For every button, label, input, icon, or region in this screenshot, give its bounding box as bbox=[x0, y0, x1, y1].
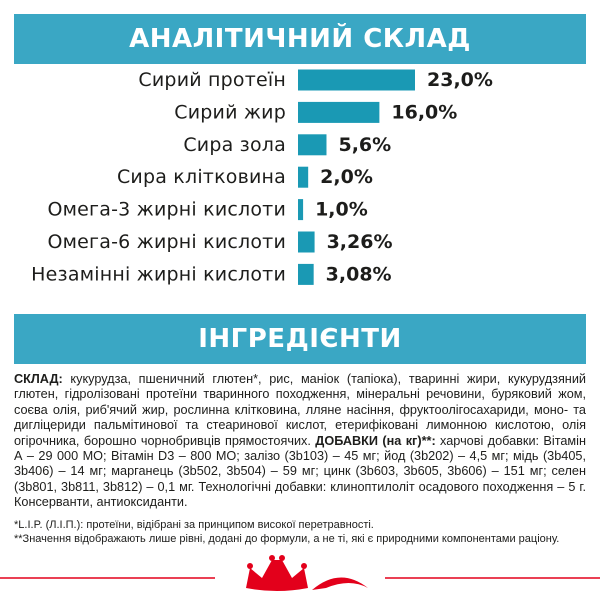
composition-text: кукурудза, пшеничний глютен*, рис, маніок (тапіока), тваринні жири, кукурудзяний глютен, гідролізовані протеїни тваринного походження, мінеральні речовини, буряковий жом, соєва олія, риб'ячий жир, рослинна клітковина, лляне насіння, фруктоолігосахариди, моно- та дигліцериди пальмітинової та стеаринової кислот, етерифіковані лимонною кислотою, олія огірочника, борошно чорнобривців прямостоячих. bbox=[14, 372, 586, 448]
value-label: 3,08% bbox=[325, 263, 392, 286]
additives-label: ДОБАВКИ (на кг)**: bbox=[315, 433, 436, 448]
value-label: 1,0% bbox=[315, 198, 368, 221]
category-label: Сирий жир bbox=[174, 101, 286, 124]
bar bbox=[298, 232, 315, 253]
value-label: 16,0% bbox=[391, 101, 458, 124]
footnote-lip: *L.I.P. (Л.І.П.): протеїни, відібрані за принципом високої перетравності. bbox=[14, 519, 374, 531]
bar bbox=[298, 70, 415, 91]
category-label: Омега-6 жирні кислоти bbox=[47, 231, 286, 253]
bar bbox=[298, 264, 314, 285]
bar bbox=[298, 134, 326, 155]
royal-canin-crown-icon bbox=[0, 548, 600, 600]
value-label: 23,0% bbox=[427, 69, 493, 91]
additives-text: харчові добавки: Вітамін А – 29 000 МО; Вітамін D3 – 800 МО; залізо (3b103) – 45 мг; йод (3b202) – 4,5 мг; мідь (3b405, 3b406) – 14 мг; марганець (3b502, 3b504) – 59 мг; цинк (3b603, 3b605, 3b606) – 151 мг; селен (3b801, 3b811, 3b812) – 0,1 мг. Технологічні добавки: клиноптилоліт осадового походження – 5 г. Консерванти, антиоксиданти. bbox=[14, 433, 586, 510]
analytic-bar-chart bbox=[0, 62, 600, 302]
value-label: 2,0% bbox=[320, 166, 373, 189]
bar bbox=[298, 199, 303, 220]
category-label: Сира клітковина bbox=[116, 166, 286, 189]
section-title-analytic: АНАЛІТИЧНИЙ СКЛАД bbox=[14, 14, 586, 64]
footnote-values: **Значення відображають лише рівні, додані до формули, а не ті, які є природними компонентами раціону. bbox=[14, 533, 560, 545]
value-label: 5,6% bbox=[338, 133, 392, 156]
category-label: Незамінні жирні кислоти bbox=[31, 263, 286, 286]
composition-label: СКЛАД: bbox=[14, 372, 63, 386]
ingredients-text bbox=[14, 372, 586, 511]
section-title-ingredients: ІНГРЕДІЄНТИ bbox=[14, 314, 586, 364]
category-label: Сира зола bbox=[183, 133, 286, 156]
category-label: Омега-3 жирні кислоти bbox=[47, 198, 286, 221]
bar bbox=[298, 102, 379, 123]
bar bbox=[298, 167, 308, 188]
category-label: Сирий протеїн bbox=[138, 69, 286, 91]
value-label: 3,26% bbox=[326, 231, 393, 253]
